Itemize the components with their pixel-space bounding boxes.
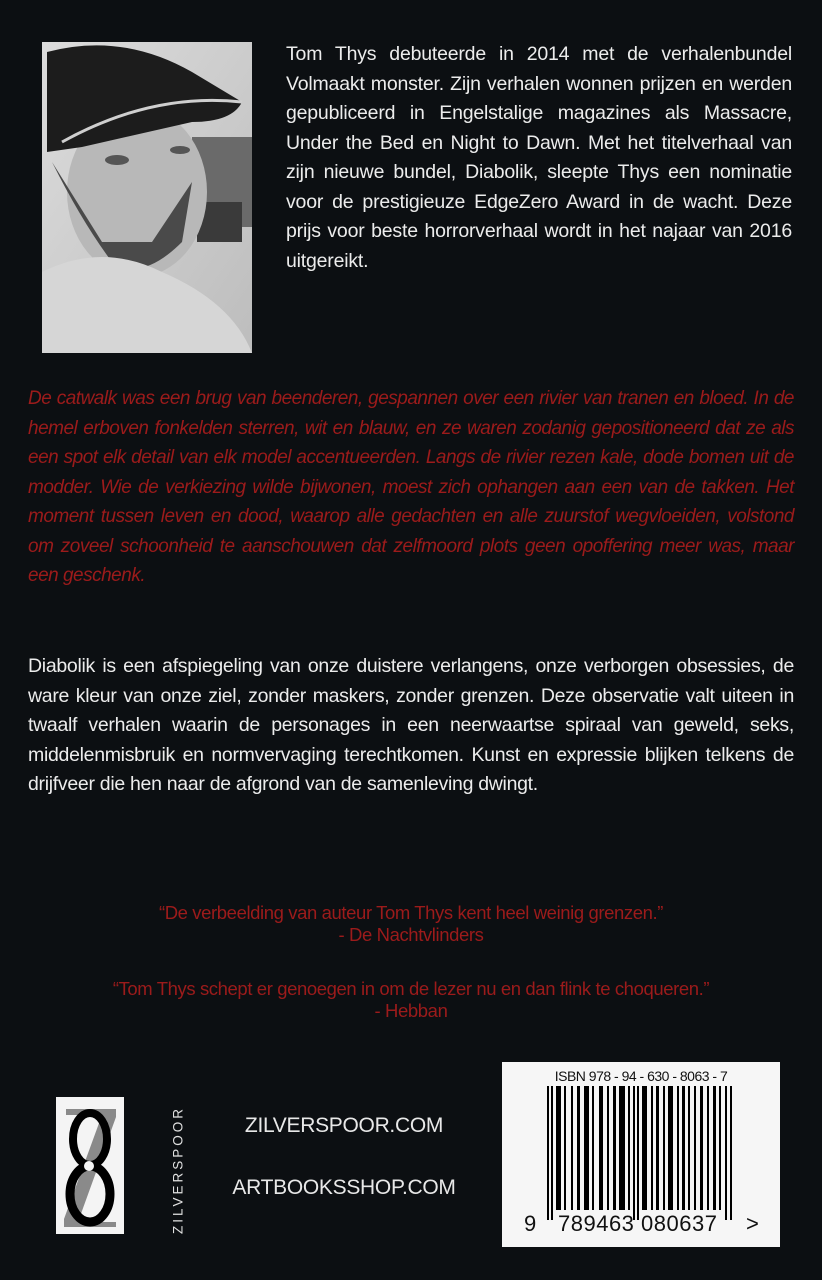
book-description: Diabolik is een afspiegeling van onze duistere verlangens, onze verborgen obsessies, de ware kleur van onze ziel, zonder maskers, zonder grenzen. Deze observatie valt uiteen in twaalf verhalen waarin de personages in een neerwaartse spiraal van geweld, seks, middelenmisbruik en normvervaging terechtkomen. Kunst en expressie blijken telkens de drijfveer die hen naar de afgrond van de samenleving dwingt. xyxy=(28,655,794,795)
publisher-name: ZILVERSPOOR xyxy=(170,1105,186,1235)
isbn-label: ISBN 978 - 94 - 630 - 8063 - 7 xyxy=(554,1068,728,1084)
review-quote xyxy=(0,978,822,1022)
author-bio: Tom Thys debuteerde in 2014 met de verhalenbundel Volmaakt monster. Zijn verhalen wonnen prijzen en werden gepubliceerd in Engelstalige magazines als Massacre, Under the Bed en Night to Dawn. Met het titelverhaal van zijn nieuwe bundel, Diabolik, sleepte Thys een nominatie voor de prestigieuze EdgeZero Award in de wacht. Deze prijs voor beste horrorverhaal wordt in het najaar van 2016 uitgereikt. xyxy=(286,43,792,272)
quote-text: “Tom Thys schept er genoegen in om de lezer nu en dan flink te choqueren.” xyxy=(112,978,710,999)
website-link-zilverspoor[interactable]: ZILVERSPOOR.COM xyxy=(244,1114,444,1137)
barcode-bars xyxy=(547,1086,735,1220)
zs-monogram-icon xyxy=(56,1097,124,1234)
barcode-first-digit: 9 xyxy=(524,1211,537,1236)
publisher-logo xyxy=(56,1097,124,1234)
barcode-arrow-icon: > xyxy=(746,1211,759,1236)
quote-source: - Hebban xyxy=(374,1000,448,1021)
author-portrait-image xyxy=(42,42,252,353)
quote-source: - De Nachtvlinders xyxy=(338,924,484,945)
review-quote xyxy=(0,902,822,946)
quote-text: “De verbeelding van auteur Tom Thys kent heel weinig grenzen.” xyxy=(158,902,664,923)
website-link-artbooksshop[interactable]: ARTBOOKSSHOP.COM xyxy=(232,1176,456,1199)
author-photo xyxy=(42,42,252,353)
barcode-number: 789463 080637 xyxy=(558,1211,718,1236)
isbn-barcode xyxy=(502,1062,780,1247)
story-excerpt: De catwalk was een brug van beenderen, gespannen over een rivier van tranen en bloed. In de hemel erboven fonkelden sterren, wit en blauw, en ze waren zodanig gepositioneerd dat ze als een spot elk detail van elk model accentueerden. Langs de rivier rezen kale, dode bomen uit de modder. Wie de verkiezing wilde bijwonen, moest zich ophangen aan een van de takken. Het moment tussen leven en dood, waarop alle gedachten en alle zuurstof wegvloeiden, volstond om zoveel schoonheid te aanschouwen dat zelfmoord plots geen opoffering meer was, maar een geschenk. xyxy=(28,388,794,586)
